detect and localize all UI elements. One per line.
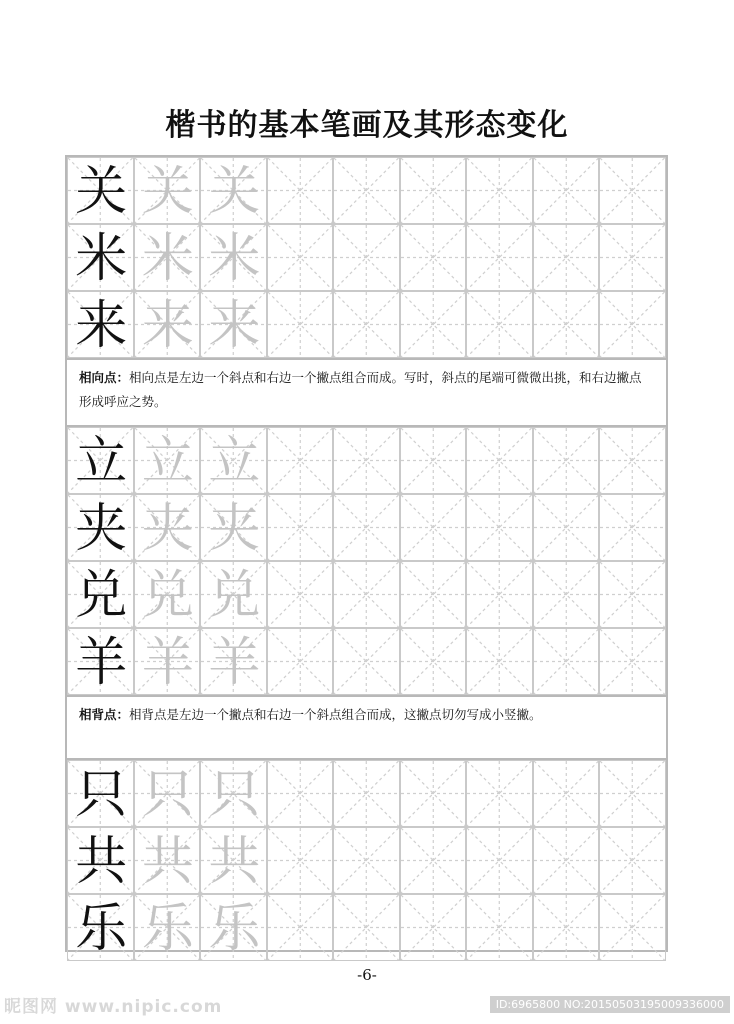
trace-character: 只 <box>141 764 194 825</box>
grid-cell <box>267 224 334 291</box>
watermark-site: 昵图网 www.nipic.com <box>4 997 223 1017</box>
practice-row <box>67 628 666 695</box>
note-label: 相向点： <box>79 370 130 385</box>
stroke-note <box>67 695 666 760</box>
practice-row <box>67 224 666 291</box>
grid-cell <box>333 561 400 628</box>
grid-cell <box>67 427 134 494</box>
grid-cell <box>267 827 334 894</box>
grid-cell <box>200 427 267 494</box>
note-label: 相背点： <box>79 707 130 722</box>
grid-cell <box>533 561 600 628</box>
note-text: 相背点是左边一个撇点和右边一个斜点组合而成，这撇点切勿写成小竖撇。 <box>129 707 542 722</box>
model-character: 夹 <box>75 498 128 559</box>
grid-cell <box>134 628 201 695</box>
trace-character: 乐 <box>208 898 261 959</box>
grid-cell <box>533 291 600 358</box>
model-character: 乐 <box>75 898 128 959</box>
grid-cell <box>267 427 334 494</box>
model-character: 羊 <box>75 632 128 693</box>
trace-character: 关 <box>208 161 261 222</box>
grid-cell <box>533 427 600 494</box>
grid-cell <box>200 628 267 695</box>
grid-cell <box>533 224 600 291</box>
grid-cell <box>134 291 201 358</box>
grid-cell <box>466 224 533 291</box>
grid-cell <box>400 427 467 494</box>
grid-cell <box>333 224 400 291</box>
grid-cell <box>599 157 666 224</box>
grid-cell <box>200 291 267 358</box>
grid-cell <box>533 494 600 561</box>
practice-row <box>67 827 666 894</box>
grid-cell <box>599 894 666 961</box>
page-number: -6- <box>357 966 377 984</box>
grid-cell <box>599 427 666 494</box>
grid-cell <box>400 894 467 961</box>
grid-cell <box>333 628 400 695</box>
trace-character: 只 <box>208 764 261 825</box>
practice-grid-sheet <box>65 155 668 959</box>
model-character: 立 <box>75 431 128 492</box>
note-text: 相向点是左边一个斜点和右边一个撇点组合而成。写时，斜点的尾端可微微出挑，和右边撇点形成呼应之势。 <box>79 370 642 409</box>
watermark-id: ID:6965800 NO:20150503195009336000 <box>490 996 730 1013</box>
trace-character: 羊 <box>208 632 261 693</box>
grid-cell <box>134 494 201 561</box>
grid-cell <box>134 427 201 494</box>
trace-character: 立 <box>208 431 261 492</box>
grid-cell <box>466 494 533 561</box>
practice-row <box>67 494 666 561</box>
grid-cell <box>533 157 600 224</box>
grid-cell <box>533 760 600 827</box>
grid-cell <box>267 894 334 961</box>
grid-cell <box>67 224 134 291</box>
grid-cell <box>466 894 533 961</box>
grid-cell <box>400 561 467 628</box>
grid-cell <box>599 628 666 695</box>
grid-cell <box>466 827 533 894</box>
grid-cell <box>267 561 334 628</box>
grid-cell <box>267 494 334 561</box>
grid-cell <box>333 760 400 827</box>
grid-cell <box>333 827 400 894</box>
trace-character: 关 <box>141 161 194 222</box>
trace-character: 兑 <box>208 565 261 626</box>
model-character: 只 <box>75 764 128 825</box>
practice-row <box>67 291 666 358</box>
grid-cell <box>400 291 467 358</box>
grid-cell <box>67 894 134 961</box>
grid-cell <box>134 827 201 894</box>
trace-character: 夹 <box>141 498 194 559</box>
grid-cell <box>134 561 201 628</box>
grid-cell <box>67 760 134 827</box>
grid-cell <box>200 894 267 961</box>
grid-cell <box>200 561 267 628</box>
trace-character: 兑 <box>141 565 194 626</box>
grid-cell <box>200 494 267 561</box>
grid-cell <box>599 494 666 561</box>
grid-cell <box>466 157 533 224</box>
grid-cell <box>533 628 600 695</box>
practice-row <box>67 427 666 494</box>
grid-cell <box>267 628 334 695</box>
grid-cell <box>466 628 533 695</box>
grid-cell <box>599 827 666 894</box>
grid-cell <box>267 291 334 358</box>
grid-cell <box>67 157 134 224</box>
grid-cell <box>200 224 267 291</box>
grid-cell <box>400 760 467 827</box>
model-character: 米 <box>75 228 128 289</box>
model-character: 来 <box>75 295 128 356</box>
grid-cell <box>267 760 334 827</box>
practice-row <box>67 894 666 961</box>
grid-cell <box>200 827 267 894</box>
grid-cell <box>67 827 134 894</box>
grid-cell <box>400 157 467 224</box>
grid-cell <box>134 157 201 224</box>
practice-row <box>67 760 666 827</box>
trace-character: 共 <box>141 831 194 892</box>
trace-character: 羊 <box>141 632 194 693</box>
practice-row <box>67 561 666 628</box>
grid-cell <box>599 561 666 628</box>
grid-cell <box>267 157 334 224</box>
grid-cell <box>67 561 134 628</box>
grid-cell <box>533 827 600 894</box>
grid-cell <box>333 494 400 561</box>
grid-cell <box>333 157 400 224</box>
grid-cell <box>533 894 600 961</box>
model-character: 关 <box>75 161 128 222</box>
grid-cell <box>400 494 467 561</box>
practice-row <box>67 157 666 224</box>
trace-character: 来 <box>208 295 261 356</box>
grid-cell <box>599 224 666 291</box>
trace-character: 乐 <box>141 898 194 959</box>
grid-cell <box>400 827 467 894</box>
grid-cell <box>466 561 533 628</box>
stroke-note <box>67 358 666 427</box>
grid-cell <box>599 760 666 827</box>
grid-cell <box>134 760 201 827</box>
trace-character: 米 <box>141 228 194 289</box>
grid-cell <box>466 760 533 827</box>
grid-cell <box>599 291 666 358</box>
page-title: 楷书的基本笔画及其形态变化 <box>165 108 569 143</box>
trace-character: 米 <box>208 228 261 289</box>
grid-cell <box>200 157 267 224</box>
grid-cell <box>67 628 134 695</box>
grid-cell <box>400 224 467 291</box>
grid-cell <box>134 894 201 961</box>
trace-character: 来 <box>141 295 194 356</box>
grid-cell <box>333 894 400 961</box>
model-character: 兑 <box>75 565 128 626</box>
model-character: 共 <box>75 831 128 892</box>
grid-cell <box>333 427 400 494</box>
grid-cell <box>67 494 134 561</box>
grid-cell <box>67 291 134 358</box>
trace-character: 夹 <box>208 498 261 559</box>
grid-cell <box>333 291 400 358</box>
grid-cell <box>200 760 267 827</box>
grid-cell <box>134 224 201 291</box>
grid-cell <box>466 291 533 358</box>
trace-character: 共 <box>208 831 261 892</box>
grid-cell <box>466 427 533 494</box>
trace-character: 立 <box>141 431 194 492</box>
grid-cell <box>400 628 467 695</box>
